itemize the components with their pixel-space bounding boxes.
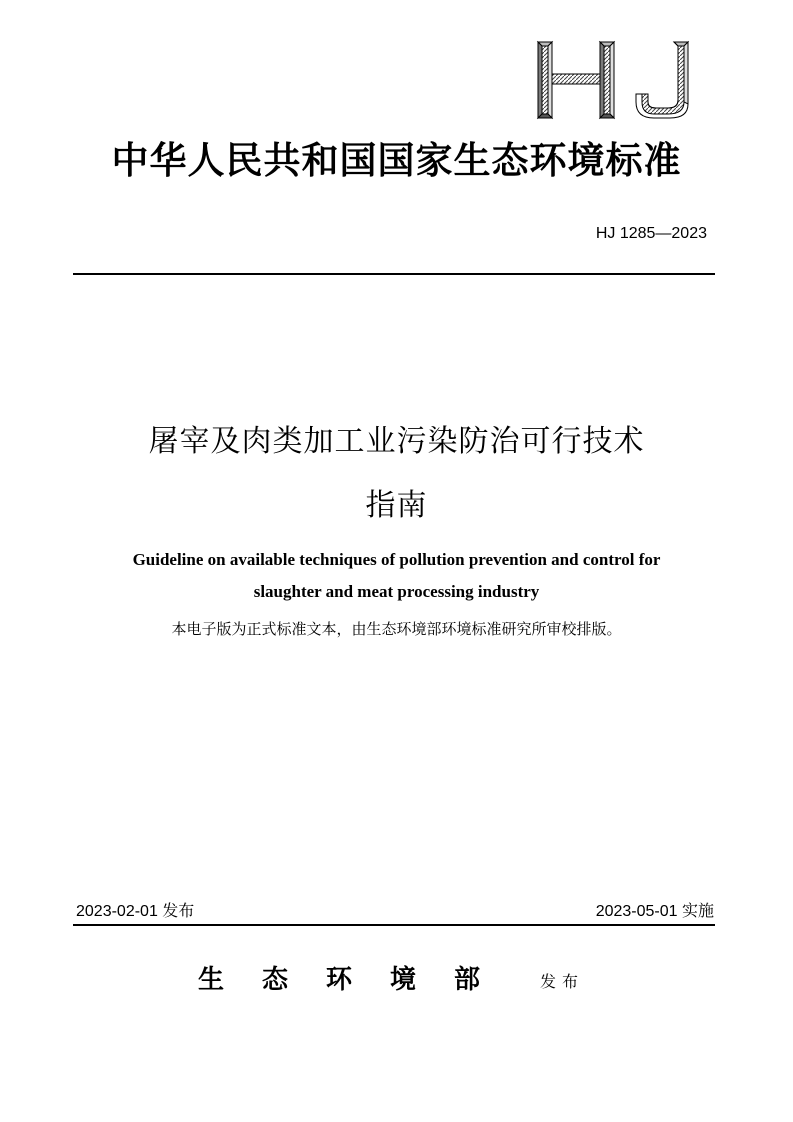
document-title-cn-line2: 指南 [365,488,428,523]
implement-label: 实施 [681,901,714,920]
organization-title: 中华人民共和国国家生态环境标准 [111,138,682,182]
issue-label: 发布 [162,901,195,920]
edition-note: 本电子版为正式标准文本，由生态环境部环境标准研究所审校排版。 [171,620,622,638]
header-divider [73,273,715,275]
implement-date-value: 2023-05-01 [595,903,678,920]
implement-date [596,900,714,923]
footer-divider [73,924,715,926]
hj-logo [536,40,696,120]
standard-number: HJ 1285—2023 [595,225,707,242]
publisher-suffix: 发布 [540,972,585,991]
issue-date [76,900,194,923]
issue-date-value: 2023-02-01 [76,903,158,920]
document-title-cn-line1: 屠宰及肉类加工业污染防治可行技术 [148,424,645,459]
document-title-en-line1: Guideline on available techniques of pollution prevention and control for [132,550,661,569]
document-title-en-line2: slaughter and meat processing industry [253,582,540,601]
publisher-name: 生态环境部 [198,965,519,995]
